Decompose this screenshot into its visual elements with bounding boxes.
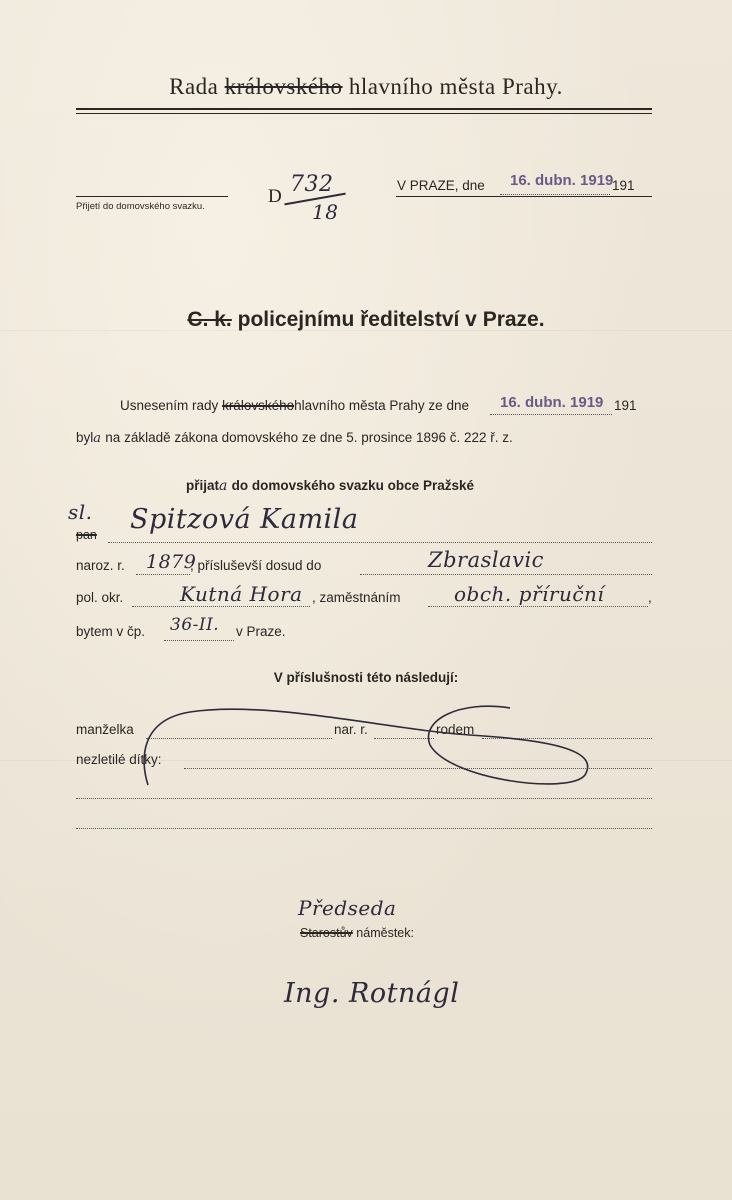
belonged-label: , přísluševší dosud do bbox=[190, 558, 322, 573]
resolution-post: hlavního města Prahy ze dne bbox=[294, 398, 469, 413]
occupation-dots bbox=[428, 606, 648, 607]
address-suffix: v Praze. bbox=[236, 624, 286, 639]
header-title-pre: Rada bbox=[169, 74, 219, 99]
occupation-comma: , bbox=[648, 590, 652, 605]
document-header bbox=[0, 74, 732, 100]
date-stamp: 16. dubn. 1919 bbox=[510, 172, 614, 189]
person-name: Spitzová Kamila bbox=[130, 504, 359, 535]
intake-label: Přijetí do domovského svazku. bbox=[76, 201, 205, 212]
address-value: 36-II. bbox=[170, 615, 220, 635]
occupation-value: obch. příruční bbox=[454, 582, 605, 606]
date-rule bbox=[396, 196, 652, 197]
resolution-line1 bbox=[120, 398, 469, 413]
district-dots bbox=[132, 606, 310, 607]
resolution-date-dots bbox=[490, 414, 612, 415]
resolution-date-stamp: 16. dubn. 1919 bbox=[500, 394, 604, 411]
date-dots bbox=[500, 194, 610, 195]
born-dots bbox=[136, 574, 190, 575]
born-label: naroz. r. bbox=[76, 558, 125, 573]
recipient-text: policejnímu ředitelství v Praze. bbox=[237, 308, 545, 331]
ref-year: 18 bbox=[312, 200, 339, 224]
resolution-pre: Usnesením rady bbox=[120, 398, 219, 413]
district-label: pol. okr. bbox=[76, 590, 124, 605]
born-value: 1879 bbox=[146, 551, 197, 573]
place-date-prefix: V PRAZE, dne bbox=[397, 178, 485, 193]
occupation-label: , zaměstnáním bbox=[312, 590, 401, 605]
resolution-year-printed: 191 bbox=[614, 398, 637, 413]
wife-origin-label: rodem bbox=[436, 722, 475, 737]
resolution-line2-post: na základě zákona domovského ze dne 5. prosince 1896 č. 222 ř. z. bbox=[105, 430, 513, 445]
signature-role bbox=[300, 926, 414, 940]
intake-rule bbox=[76, 196, 228, 197]
wife-born-label: nar. r. bbox=[334, 722, 368, 737]
children-label: nezletilé dítky: bbox=[76, 752, 162, 767]
resolution-line2-hand: a bbox=[93, 431, 102, 446]
cancel-loop-stroke bbox=[130, 690, 610, 800]
resolution-struck: královského bbox=[222, 398, 295, 413]
person-title-printed: pan bbox=[76, 528, 97, 542]
ref-prefix: D bbox=[268, 186, 282, 207]
belonged-dots bbox=[360, 574, 652, 575]
signature-role-struck: Starostův bbox=[300, 926, 353, 940]
recipient bbox=[0, 308, 732, 332]
family-heading: V příslušnosti této následují: bbox=[273, 670, 459, 685]
person-title-hand: sl. bbox=[68, 500, 93, 524]
header-rule-top bbox=[76, 108, 652, 110]
district-value: Kutná Hora bbox=[180, 582, 303, 606]
year-printed: 191 bbox=[612, 178, 635, 193]
accepted-post: do domovského svazku obce Pražské bbox=[231, 478, 474, 493]
address-label: bytem v čp. bbox=[76, 624, 146, 639]
resolution-line2 bbox=[76, 430, 513, 446]
belonged-value: Zbraslavic bbox=[428, 548, 544, 572]
resolution-line2-pre: byl bbox=[76, 430, 94, 445]
accepted-hand: a bbox=[219, 478, 228, 494]
header-title-struck: královského bbox=[224, 74, 343, 99]
wife-label: manželka bbox=[76, 722, 134, 737]
header-title-post: hlavního města Prahy. bbox=[348, 74, 563, 99]
signature-role-suffix: náměstek: bbox=[356, 926, 414, 940]
header-rule-bottom bbox=[76, 113, 652, 114]
accepted-line bbox=[186, 478, 474, 494]
signature-name: Ing. Rotnágl bbox=[284, 978, 460, 1009]
recipient-struck: C. k. bbox=[187, 308, 232, 331]
ref-number: 732 bbox=[290, 172, 334, 197]
children-dots-3 bbox=[76, 828, 652, 829]
address-dots bbox=[164, 640, 234, 641]
signature-role-hand: Předseda bbox=[298, 896, 397, 920]
accepted-pre: přijat bbox=[186, 478, 220, 493]
name-dots bbox=[108, 542, 652, 543]
